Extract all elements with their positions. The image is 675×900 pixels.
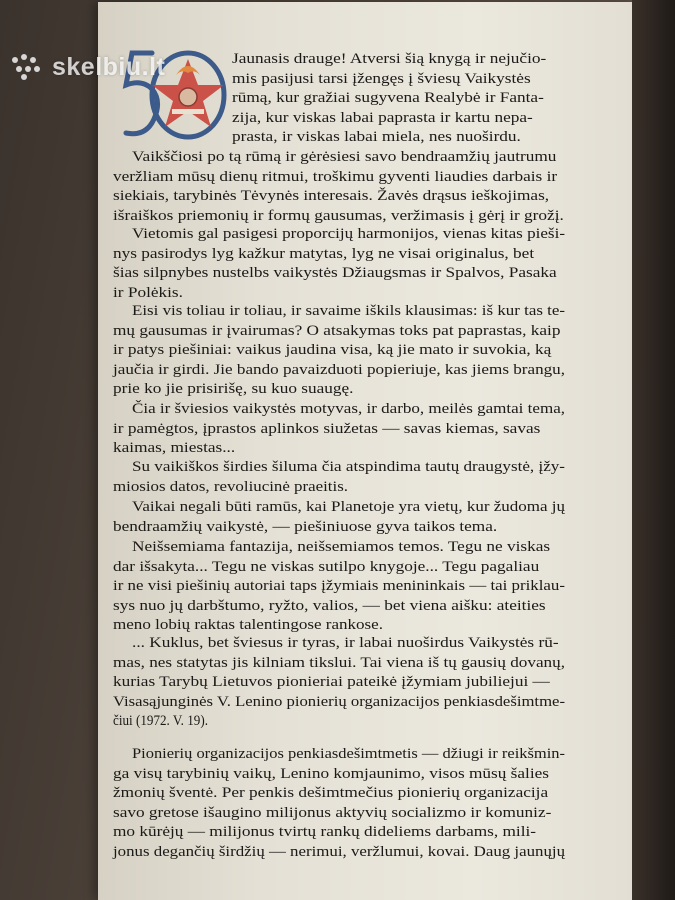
text-line: Visasąjunginės V. Lenino pionierių organizacijos penkiasdešimtme- (113, 693, 565, 710)
text-line: mo kūrėjų — milijonus tvirtų rankų dideliems darbams, mili- (113, 824, 537, 840)
text-line: kaimas, miestas... (113, 440, 236, 456)
text-line: mis pasijusi tarsi įžengęs į šviesų Vaikystės (232, 70, 531, 87)
text-line: siekiais, tarybinės Tėvynės interesais. Žavės drąsus ieškojimas, (113, 188, 550, 204)
text-line: rūmą, kur gražiai sugyvena Realybė ir Fanta- (232, 90, 544, 106)
text-line: ga visų tarybinių vaikų, Lenino komjaunimo, visos mūsų šalies (113, 765, 550, 782)
text-line: Vaikai negali būti ramūs, kai Planetoje yra vietų, kur žudoma jų (132, 499, 565, 515)
text-line: Eisi vis toliau ir toliau, ir savaime iškils klausimas: iš kur tas te- (132, 303, 565, 319)
text-line: Pionierių organizacijos penkiasdešimtmetis — džiugi ir reikšmin- (132, 746, 565, 762)
text-line: meno lobių raktas talentingose rankose. (113, 617, 383, 633)
watermark-text: skelbiu.lt (52, 52, 166, 81)
text-line: ... Kuklus, bet šviesus ir tyras, ir labai nuoširdus Vaikystės rū- (132, 635, 559, 651)
text-line: jaučia ir girdi. Jie bando pavaizduoti popieriuje, kas jiems brangu, (113, 361, 565, 378)
text-line: sys nuo jų darbštumo, ryžto, valios, — bet viena aišku: ateities (113, 597, 546, 614)
text-line: šias silpnybes nustelbs vaikystės Džiaugsmas ir Spalvos, Pasaka (113, 265, 557, 281)
text-line: kurias Tarybų Lietuvos pionieriai pateikė įžymiam jubiliejui — (113, 674, 550, 690)
text-line: savo gretose išaugino milijonus aktyvių socializmo ir komuniz- (113, 804, 552, 821)
text-line: dar išsakyta... Tegu ne viskas sutilpo knygoje... Tegu pagaliau (113, 558, 540, 575)
text-line: žmonių šventė. Per penkis dešimtmečius pionierių organizacija (113, 785, 549, 801)
text-line: čiui (1972. V. 19). (113, 713, 208, 729)
text-line: jonus degančių širdžių — nerimui, veržlumui, kovai. Daug jaunųjų (113, 843, 565, 860)
text-line: Jaunasis drauge! Atversi šią knygą ir nejučio- (232, 51, 547, 67)
text-line: Čia ir šviesios vaikystės motyvas, ir darbo, meilės gamtai tema, (132, 401, 565, 417)
text-line: Vietomis gal pasigesi proporcijų harmonijos, vienas kitas pieši- (132, 226, 565, 242)
text-line: prasta, ir viskas labai miela, nes nuoširdu. (232, 129, 521, 145)
text-line: Neišsemiama fantazija, neišsemiamos temos. Tegu ne viskas (132, 539, 551, 555)
text-line: veržliam mūsų dienų ritmui, troškimu gyventi liaudies darbais ir (113, 168, 558, 185)
text-line: Su vaikiškos širdies šiluma čia atspindima tautų draugystė, įžy- (132, 459, 565, 475)
text-line: mas, nes statytas jis kilniam tikslui. Tai viena iš tų gausių dovanų, (113, 654, 565, 671)
text-line: zija, kur viskas labai paprasta ir kartu nepa- (232, 109, 533, 126)
text-line: ir Polėkis. (113, 284, 183, 301)
text-line: prie ko jie prisirišę, su kuo suaugę. (113, 381, 354, 397)
text-line: ir patys piešiniai: vaikus jaudina visa, ką jie mato ir suvokia, ką (113, 342, 552, 358)
watermark (12, 52, 165, 82)
watermark-dots-icon (12, 54, 46, 80)
text-line: nys pasirodys lyg kažkur matytas, lyg ne visai originalus, bet (113, 245, 535, 262)
text-line: bendraamžių vaikystė, — piešiniuose gyva taikos tema. (113, 518, 498, 535)
text-line: ir pamėgtos, įprastos aplinkos siužetas — savas kiemas, savas (113, 420, 541, 437)
text-line: išraiškos priemonių ir formų gausumas, veržimasis į gėrį ir grožį. (113, 207, 564, 224)
text-line: Vaikščiosi po tą rūmą ir gėrėsiesi savo bendraamžių jautrumu (132, 149, 557, 165)
text-line: miosios datos, revoliucinė praeitis. (113, 478, 348, 495)
text-line: mų gausumas ir įvairumas? O atsakymas toks pat paprastas, kaip (113, 322, 561, 339)
text-line: ir ne visi piešinių autoriai taps įžymiais menininkais — tai priklau- (113, 578, 565, 594)
